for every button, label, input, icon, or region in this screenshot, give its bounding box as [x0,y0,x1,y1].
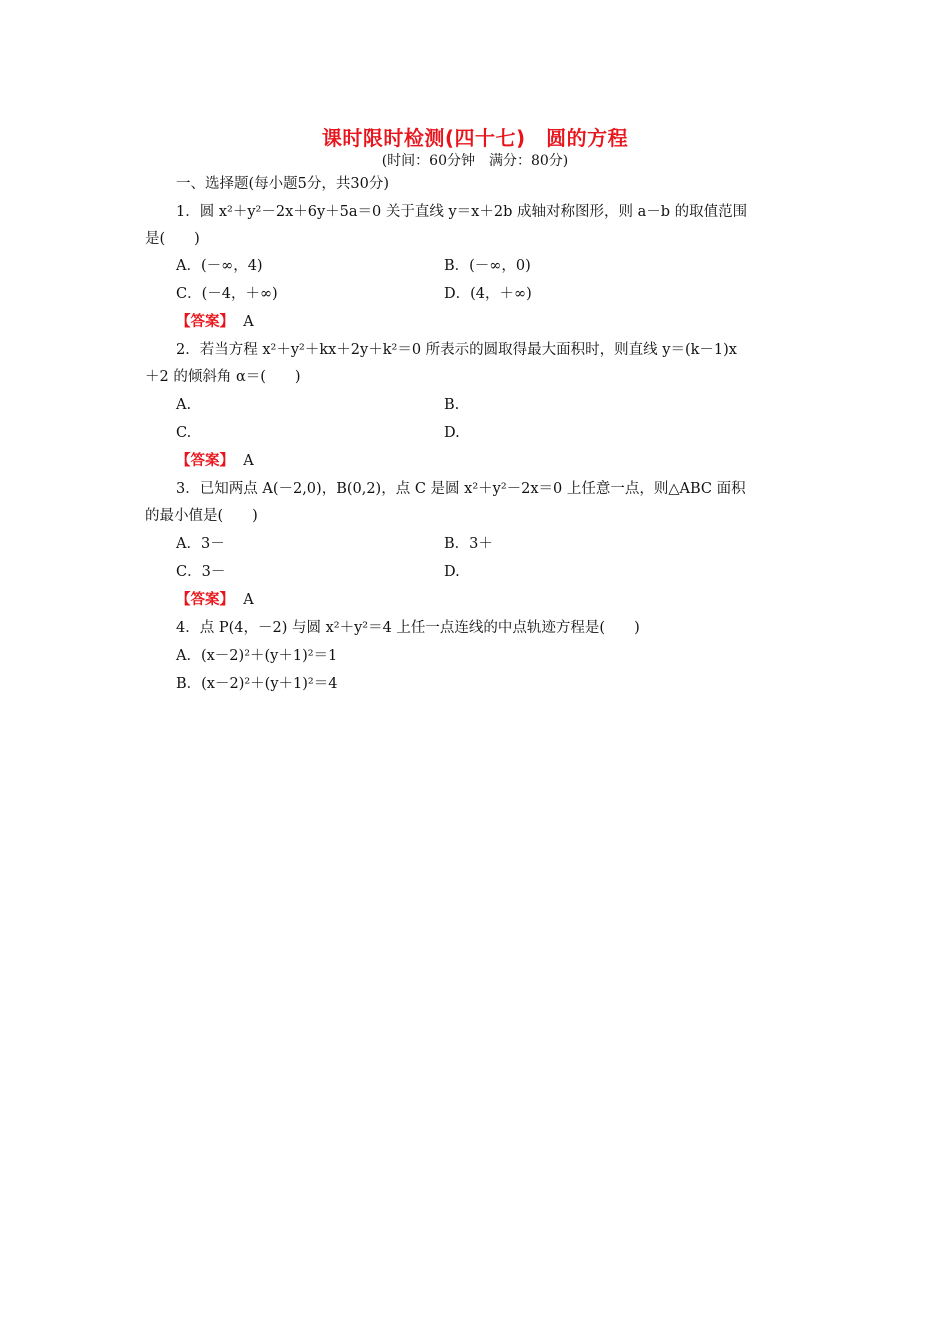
question-2-stem-line2: ＋2 的倾斜角 α＝( ) [145,369,301,385]
question-4-option-a: A．(x－2)²＋(y＋1)²＝1 [176,648,338,664]
question-4-number: 4． [176,620,200,636]
question-4-text: 点 P(4，－2) 与圆 x²＋y²＝4 上任一点连线的中点轨迹方程是( ) [199,620,640,636]
question-3-option-d: D. [444,564,460,580]
question-2-option-a: A. [176,397,192,413]
question-1-option-c: C．(－4，＋∞) [176,286,278,302]
question-1-stem-line1 [176,202,747,222]
question-4-option-b: B．(x－2)²＋(y＋1)²＝4 [176,676,338,692]
question-2-stem-line1 [176,340,737,360]
answer-tag: 【答案】 [176,452,234,469]
question-3-answer [176,590,254,610]
question-1-answer [176,312,254,332]
question-3-number: 3． [176,481,200,497]
question-2-number: 2． [176,342,200,358]
question-4-stem-line1 [176,618,640,638]
question-3-option-c: C．3－ [176,564,226,580]
question-1-number: 1． [176,204,200,220]
answer-tag: 【答案】 [176,313,234,330]
question-2-option-d: D. [444,425,460,441]
page-subtitle: (时间：60分钟 满分：80分) [381,153,569,169]
question-3-answer-value: A [243,592,254,608]
question-3-stem-line2: 的最小值是( ) [145,508,258,524]
question-1-stem-line2: 是( ) [145,231,200,247]
question-2-option-b: B. [444,397,460,413]
question-1-option-d: D．(4，＋∞) [444,286,532,302]
question-3-option-b: B．3＋ [444,536,493,552]
page-title: 课时限时检测(四十七) 圆的方程 [321,126,629,150]
question-1-answer-value: A [243,314,254,330]
question-1-text: 圆 x²＋y²－2x＋6y＋5a＝0 关于直线 y＝x＋2b 成轴对称图形，则 a－b 的取值范围 [199,204,748,220]
question-2-answer-value: A [243,453,254,469]
question-1-option-b: B．(－∞，0) [444,258,531,274]
question-1-option-a: A．(－∞，4) [176,258,263,274]
question-3-stem-line1 [176,479,746,499]
question-2-option-c: C. [176,425,192,441]
question-2-answer [176,451,254,471]
section-heading: 一、选择题(每小题5分，共30分) [176,176,389,192]
question-3-option-a: A．3－ [176,536,225,552]
question-3-text: 已知两点 A(－2,0)，B(0,2)，点 C 是圆 x²＋y²－2x＝0 上任意一点，则△ABC 面积 [199,481,746,497]
answer-tag: 【答案】 [176,591,234,608]
question-2-text: 若当方程 x²＋y²＋kx＋2y＋k²＝0 所表示的圆取得最大面积时，则直线 y＝(k－1)x [199,342,737,358]
